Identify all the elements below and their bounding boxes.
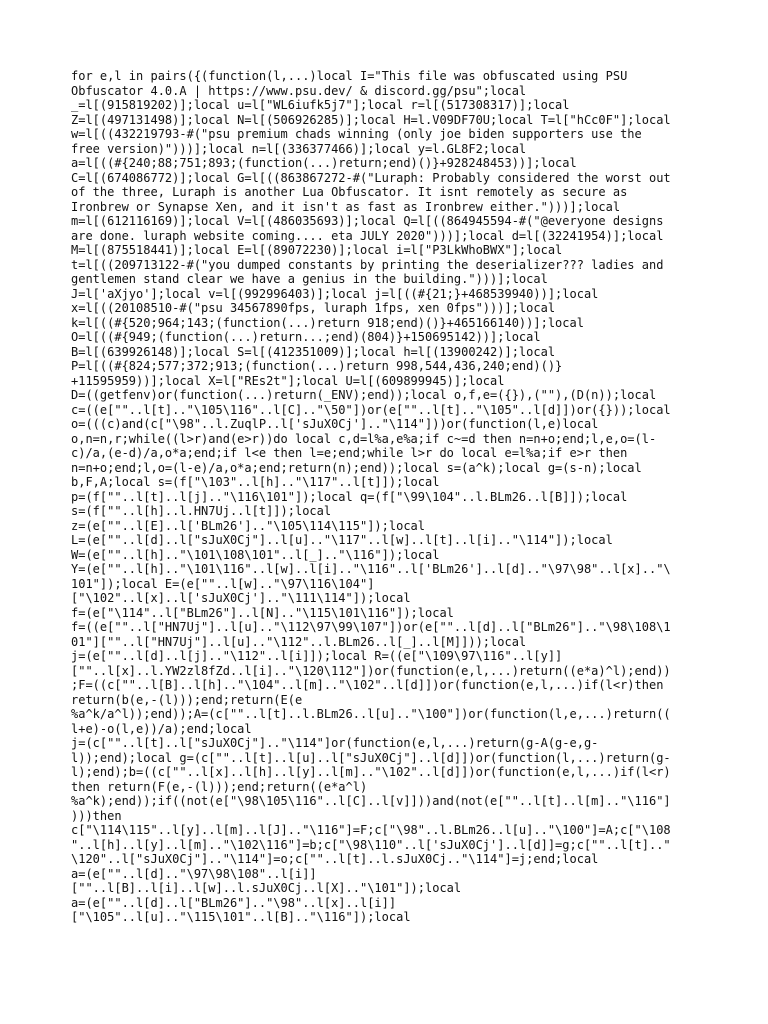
code-line: l));end);local g=(c[""..l[t]..l[u]..l["sJuX0Cj"]..l[d]])or(function(l,...)return(g-	[71, 750, 671, 765]
code-line: ;F=((c[""..l[B]..l[h].."\104"..l[m].."\102"..l[d]])or(function(e,l,...)if(l<r)then	[71, 678, 664, 692]
code-line: Ironbrew or Synapse Xen, and it isn't as fast as Ironbrew either.")))];local	[71, 199, 621, 214]
code-line: [""..l[x]..l.YW2zl8fZd..l[i].."\120\112"])or(function(e,l,...)return((e*a)^l);end))	[71, 663, 671, 678]
code-line: of the three, Luraph is another Lua Obfuscator. It isnt remotely as secure as	[71, 185, 628, 199]
code-line: "..l[h]..l[y]..l[m].."\102\116"]=b;c["\98\110"..l['sJuX0Cj']..l[d]]=g;c[""..l[t].."	[71, 837, 671, 852]
code-line: 01"][""..l["HN7Uj"]..l[u].."\112"..l.BLm26..l[_]..l[M]]));local	[71, 634, 527, 649]
code-line: a=(e[""..l[d].."\97\98\108"..l[i]]	[71, 866, 317, 881]
code-line: f=(e["\114"..l["BLm26"]..l[N].."\115\101\116"]);local	[71, 605, 454, 620]
code-line: c)/a,(e-d)/a,o*a;end;if l<e then l=e;end;while l>r do local e=l%a;if e>r then	[71, 446, 628, 460]
code-line: t=l[((209713122-#("you dumped constants by printing the deserializer??? ladies and	[71, 257, 664, 272]
code-line: %a^k);end));if((not(e["\98\105\116"..l[C]..l[v]]))and(not(e[""..l[t]..l[m].."\116"]	[71, 794, 671, 808]
code-line: m=l[(612116169)];local V=l[(486035693)];local Q=l[((864945594-#("@everyone designs	[71, 214, 664, 228]
code-line: Obfuscator 4.0.A | https://www.psu.dev/ & discord.gg/psu";local	[71, 83, 527, 98]
code-line: a=(e[""..l[d]..l["BLm26"].."\98"..l[x]..l[i]]	[71, 895, 397, 910]
code-line: then return(F(e,-(l)));end;return((e*a^l)	[71, 779, 368, 794]
code-line: l+e)-o(l,e))/a);end;local	[71, 721, 252, 736]
code-line: ["\102"..l[x]..l['sJuX0Cj'].."\111\114"]);local	[71, 591, 411, 605]
code-line: for e,l in pairs({(function(l,...)local I="This file was obfuscated using PSU	[71, 69, 628, 83]
code-line: b,F,A;local s=(f["\103"..l[h].."\117"..l[t]]);local	[71, 475, 440, 489]
code-line: z=(e[""..l[E]..l['BLm26'].."\105\114\115"]);local	[71, 518, 426, 533]
code-line: a=l[((#{240;88;751;893;(function(...)return;end)()}+928248453))];local	[71, 156, 577, 170]
code-line: M=l[(875518441)];local E=l[(89072230)];local i=l["P3LkWhoBWX"];local	[71, 243, 563, 257]
code-line: C=l[(674086772)];local G=l[((863867272-#("Luraph: Probably considered the worst out	[71, 170, 671, 185]
code-line: j=(c[""..l[t]..l["sJuX0Cj"].."\114"]or(function(e,l,...)return(g-A(g-e,g-	[71, 736, 599, 750]
code-line: [""..l[B]..l[i]..l[w]..l.sJuX0Cj..l[X].."\101"]);local	[71, 881, 462, 895]
code-line: D=((getfenv)or(function(...)return(_ENV);end));local o,f,e=({}),(""),(D(n));local	[71, 388, 657, 402]
code-line: P=l[((#{824;577;372;913;(function(...)return 998,544,436,240;end)()}	[71, 359, 563, 373]
code-line: \120"..l["sJuX0Cj"].."\114"]=o;c[""..l[t]..l.sJuX0Cj.."\114"]=j;end;local	[71, 852, 599, 866]
code-line: k=l[((#{520;964;143;(function(...)return 918;end)()}+465166140))];local	[71, 315, 584, 330]
code-line: o=(((c)and(c["\98"..l.ZuqlP..l['sJuX0Cj'].."\114"]))or(function(l,e)local	[71, 417, 599, 431]
code-line: s=(f[""..l[h]..l.HN7Uj..l[t]]);local	[71, 504, 332, 518]
code-line: O=l[((#{949;(function(...)return...;end)(804)}+150695142))];local	[71, 330, 541, 344]
code-line: ["\105"..l[u].."\115\101"..l[B].."\116"]);local	[71, 910, 411, 924]
code-line: n=n+o;end;l,o=(l-e)/a,o*a;end;return(n);end));local s=(a^k);local g=(s-n);local	[71, 460, 642, 475]
code-line: f=((e[""..l["HN7Uj"]..l[u].."\112\97\99\107"])or(e[""..l[d]..l["BLm26"].."\98\108\1	[71, 620, 671, 634]
code-line: Y=(e[""..l[h].."\101\116"..l[w]..l[i].."\116"..l['BLm26']..l[d].."\97\98"..l[x].."\	[71, 562, 671, 576]
code-line: c["\114\115"..l[y]..l[m]..l[J].."\116"]=F;c["\98"..l.BLm26..l[u].."\100"]=A;c["\108	[71, 823, 671, 837]
code-line: are done. luraph website coming.... eta JULY 2020")))];local d=l[(32241954)];local	[71, 228, 664, 243]
code-line: l);end);b=((c[""..l[x]..l[h]..l[y]..l[m].."\102"..l[d]])or(function(e,l,...)if(l<r)	[71, 765, 671, 779]
code-line: )))then	[71, 808, 122, 823]
code-line: L=(e[""..l[d]..l["sJuX0Cj"]..l[u].."\117"..l[w]..l[t]..l[i].."\114"]);local	[71, 533, 613, 547]
code-line: gentlemen stand clear we have a genius in the building.")))];local	[71, 272, 548, 286]
code-line: x=l[((20108510-#("psu 34567890fps, luraph 1fps, xen 0fps")))];local	[71, 301, 556, 315]
code-line: Z=l[(497131498)];local N=l[(506926285)];local H=l.V09DF70U;local T=l["hCc0F"];local	[71, 112, 671, 127]
code-line: +11595959))];local X=l["REs2t"];local U=l[(609899945)];local	[71, 373, 505, 388]
code-line: return(b(e,-(l)));end;return(E(e	[71, 692, 303, 707]
code-line: %a^k/a^l));end));A=(c[""..l[t]..l.BLm26..l[u].."\100"])or(function(l,e,...)return((	[71, 707, 671, 721]
code-line: 101"]);local E=(e[""..l[w].."\97\116\104"]	[71, 576, 375, 591]
code-line: _=l[(915819202)];local u=l["WL6iufk5j7"];local r=l[(517308317)];local	[71, 98, 570, 112]
code-line: j=(e[""..l[d]..l[j].."\112"..l[i]]);local R=((e["\109\97\116"..l[y]]	[71, 649, 563, 663]
obfuscated-code-block	[71, 69, 701, 925]
code-line: c=((e[""..l[t].."\105\116"..l[C].."\50"])or(e[""..l[t].."\105"..l[d]])or({}));local	[71, 402, 671, 417]
code-line: o,n=n,r;while((l>r)and(e>r))do local c,d=l%a,e%a;if c~=d then n=n+o;end;l,e,o=(l-	[71, 431, 657, 446]
code-line: w=l[((432219793-#("psu premium chads winning (only joe biden supporters use the	[71, 127, 642, 141]
code-line: p=(f[""..l[t]..l[j].."\116\101"]);local q=(f["\99\104"..l.BLm26..l[B]]);local	[71, 489, 628, 504]
code-line: W=(e[""..l[h].."\101\108\101"..l[_].."\116"]);local	[71, 547, 440, 562]
code-line: B=l[(639926148)];local S=l[(412351009)];local h=l[(13900242)];local	[71, 344, 556, 359]
code-line: J=l['aXjyo'];local v=l[(992996403)];local j=l[((#{21;}+468539940))];local	[71, 286, 599, 301]
code-line: free version)")))];local n=l[(336377466)];local y=l.GL8F2;local	[71, 141, 527, 156]
